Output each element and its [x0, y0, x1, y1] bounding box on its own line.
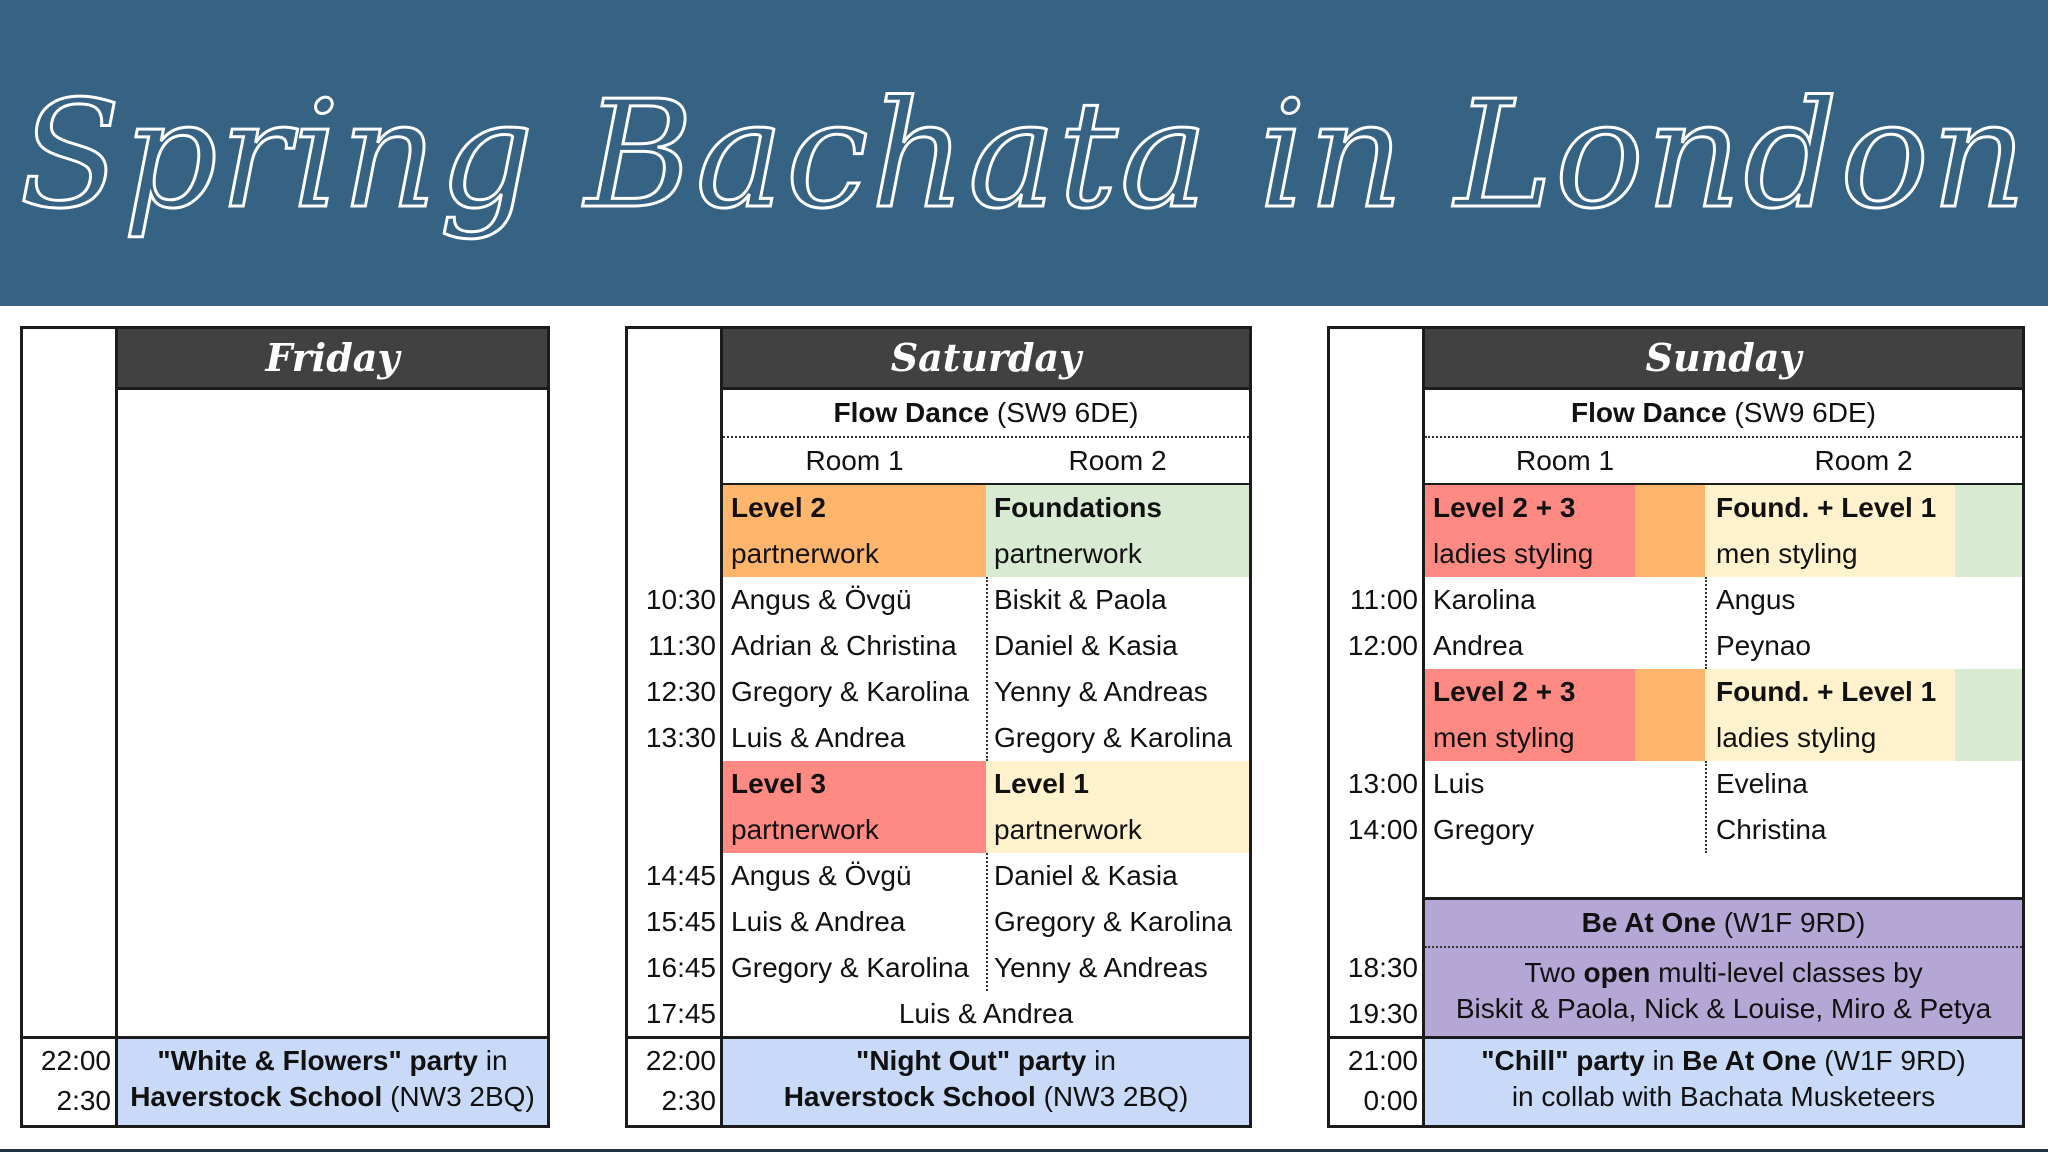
party-start-time: 22:00 [40, 1045, 111, 1076]
time-label: 13:30 [645, 722, 716, 753]
party-line-1 [723, 1043, 1249, 1079]
teachers-room2: Yenny & Andreas [994, 676, 1208, 707]
party-start-time: 21:00 [1347, 1045, 1418, 1076]
level-accent-room2 [1955, 669, 2022, 761]
evening-line-1: Two open multi-level classes by [1524, 957, 1923, 988]
event-title: Spring Bachata in London [19, 69, 2029, 241]
party-end-time: 2:30 [661, 1085, 716, 1116]
party-name: "Chill" party [1481, 1045, 1645, 1076]
teachers-room1: Gregory & Karolina [731, 676, 970, 707]
party-line-1 [118, 1043, 547, 1079]
time-label: 10:30 [645, 584, 716, 615]
teacher-room2: Peynao [1716, 630, 1811, 661]
time-label: 14:00 [1347, 814, 1418, 845]
level-style: partnerwork [994, 538, 1142, 569]
teachers-room1: Luis & Andrea [731, 906, 906, 937]
level-name: Level 3 [731, 768, 826, 799]
party-name: "White & Flowers" party [157, 1045, 478, 1076]
room-1-header: Room 1 [1515, 445, 1615, 476]
party-in: in [485, 1045, 508, 1076]
evening-line-2: Biskit & Paola, Nick & Louise, Miro & Petya [1455, 993, 1992, 1024]
friday-panel [20, 326, 550, 1128]
room-1-header: Room 1 [805, 445, 904, 476]
teacher-room2: Christina [1716, 814, 1827, 845]
time-column-divider [115, 329, 118, 1125]
party-line-2: in collab with Bachata Musketeers [1511, 1081, 1936, 1112]
evening-start-time: 18:30 [1347, 952, 1418, 983]
evening-venue: Be At One [1581, 907, 1716, 938]
sunday-panel [1327, 326, 2025, 1128]
venue-row [1425, 390, 2022, 436]
venue-row [723, 390, 1249, 436]
room-2-header: Room 2 [1068, 445, 1167, 476]
evening-venue-divider [1425, 946, 2022, 948]
evening-end-time: 19:30 [1347, 998, 1418, 1029]
saturday-panel [625, 326, 1252, 1128]
party-venue: Haverstock School [783, 1081, 1036, 1112]
level-style: men styling [1716, 538, 1858, 569]
time-label: 15:45 [645, 906, 716, 937]
time-label: 14:45 [645, 860, 716, 891]
level-name: Found. + Level 1 [1716, 676, 1937, 707]
teacher-room1: Karolina [1433, 584, 1536, 615]
level-accent-room1 [1635, 669, 1705, 761]
party-venue: Be At One [1682, 1045, 1817, 1076]
level-name: Level 2 + 3 [1433, 492, 1576, 523]
level-accent-room1 [1635, 485, 1705, 577]
party-postcode: (NW3 2BQ) [390, 1081, 535, 1112]
venue-name: Flow Dance [1571, 397, 1727, 428]
level-style: partnerwork [731, 814, 879, 845]
room-divider [986, 577, 988, 761]
teachers-room2: Daniel & Kasia [994, 860, 1178, 891]
party-start-time: 22:00 [645, 1045, 716, 1076]
level-style: partnerwork [994, 814, 1142, 845]
time-label: 12:30 [645, 676, 716, 707]
evening-venue-row [1425, 900, 2022, 946]
teachers-room2: Yenny & Andreas [994, 952, 1208, 983]
level-style: ladies styling [1716, 722, 1877, 753]
venue-postcode: (SW9 6DE) [996, 397, 1139, 428]
party-in: in [1094, 1045, 1116, 1076]
party-venue: Haverstock School [130, 1081, 383, 1112]
evening-postcode: (W1F 9RD) [1723, 907, 1866, 938]
party-line-2 [118, 1079, 547, 1115]
day-header-sunday: Sunday [1425, 329, 2022, 387]
teachers-merged: Luis & Andrea [898, 998, 1074, 1029]
time-label: 11:30 [648, 630, 716, 661]
teacher-room1: Andrea [1433, 630, 1524, 661]
level-name: Found. + Level 1 [1716, 492, 1937, 523]
teachers-room1: Gregory & Karolina [731, 952, 970, 983]
level-style: men styling [1433, 722, 1575, 753]
party-end-time: 2:30 [56, 1085, 111, 1116]
room-divider [1705, 577, 1707, 669]
teachers-room2: Gregory & Karolina [994, 906, 1233, 937]
level-name: Foundations [994, 492, 1162, 523]
time-label: 16:45 [645, 952, 716, 983]
time-label: 13:00 [1347, 768, 1418, 799]
time-label: 17:45 [645, 998, 716, 1029]
teachers-room2: Daniel & Kasia [994, 630, 1178, 661]
teachers-room1: Adrian & Christina [731, 630, 957, 661]
room-divider [1705, 761, 1707, 853]
level-name: Level 2 [731, 492, 826, 523]
level-name: Level 1 [994, 768, 1089, 799]
level-name: Level 2 + 3 [1433, 676, 1576, 707]
time-label: 11:00 [1350, 584, 1418, 615]
party-line-1: "Chill" party in Be At One (W1F 9RD) [1481, 1045, 1966, 1076]
time-label: 12:00 [1347, 630, 1418, 661]
day-header-friday: Friday [118, 329, 547, 387]
room-divider [986, 853, 988, 991]
venue-postcode: (SW9 6DE) [1734, 397, 1876, 428]
level-accent-room2 [1955, 485, 2022, 577]
header-divider [118, 387, 547, 390]
teachers-room1: Angus & Övgü [731, 584, 912, 615]
teachers-room2: Biskit & Paola [994, 584, 1167, 615]
teacher-room1: Gregory [1433, 814, 1535, 845]
level-style: ladies styling [1433, 538, 1594, 569]
day-header-saturday: Saturday [723, 329, 1249, 387]
party-line-2 [723, 1079, 1249, 1115]
teacher-room2: Angus [1716, 584, 1796, 615]
party-name: "Night Out" party [856, 1045, 1087, 1076]
party-postcode: (NW3 2BQ) [1043, 1081, 1189, 1112]
teacher-room2: Evelina [1716, 768, 1808, 799]
venue-name: Flow Dance [833, 397, 990, 428]
teachers-room1: Angus & Övgü [731, 860, 912, 891]
party-end-time: 0:00 [1363, 1085, 1418, 1116]
level-style: partnerwork [731, 538, 879, 569]
teachers-room1: Luis & Andrea [731, 722, 906, 753]
room-2-header: Room 2 [1814, 445, 1913, 476]
teacher-room1: Luis [1433, 768, 1485, 799]
teachers-room2: Gregory & Karolina [994, 722, 1233, 753]
